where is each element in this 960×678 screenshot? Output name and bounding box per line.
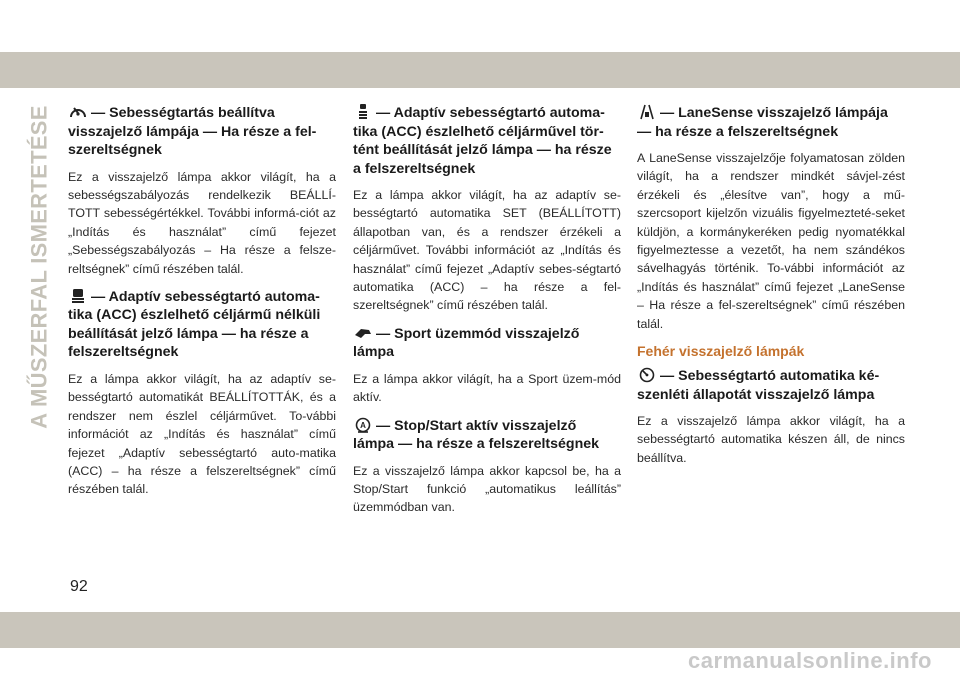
section-text: A LaneSense visszajelzője folyamatosan zölden világít, ha a rendszer mindkét sávjel-zést érzékeli és „élesítve van”, hogy a mű-szercsoport kijelzőn vizuális figyelmezteté-seket küldjön, a kormánykeréken pedig nyomatékkal figyelmeztesse a vezetőt, ha nem szándékos sávelhagyás történik. To-vábbi információt az „Indítás és használat” című fejezet „LaneSense – Ha része a fel-szereltségnek” című részében talál. (637, 151, 905, 331)
acc-target-icon (353, 104, 373, 120)
section-text: Ez a visszajelző lámpa akkor világít, ha a sebességszabályozás rendelkezik BEÁLLÍ-TOTT sebességértékkel. További informá-ciót az „Indítás és használat” című fejezet „Sebességszabályozás – Ha része a felsze-reltségnek” című részében talál. (68, 169, 336, 276)
white-lamps-heading: Fehér visszajelző lámpák (637, 343, 805, 360)
acc-no-target-icon (68, 288, 88, 304)
section-heading: — LaneSense visszajelző lámpája — ha része a felszereltségnek (637, 105, 888, 140)
header-area (0, 0, 960, 90)
section-text: Ez a lámpa akkor világít, ha az adaptív se-bességtartó automatika SET (BEÁLLÍTOTT) állapotban van, és a rendszer érzékeli a céljárművet. További információt az „Indítás és használat” című fejezet „Adaptív sebes-ségtartó automatika (ACC) – ha része a fel-szereltségnek” című részében talál. (353, 188, 621, 313)
svg-text:A: A (360, 420, 366, 430)
cruise-ready-icon (637, 367, 657, 383)
section-text: Ez a lámpa akkor világít, ha az adaptív se-bességtartó automatikát BEÁLLÍTOTTÁK, és a rendszer nem észlel céljárművet. To-vábbi információt az „Indítás és használat” című fejezet „Adaptív sebességtartó auto-matika (ACC) – ha része a felszereltségnek” című részében talál. (68, 371, 336, 497)
section-heading: — Adaptív sebességtartó automa-tika (ACC) észlelhető céljármű nélküli beállítását jelző lámpa — ha része a felszereltségnek (68, 288, 321, 361)
page-number: 92 (70, 578, 88, 595)
column-1 (68, 104, 336, 509)
sport-mode-icon (353, 325, 373, 341)
column-2 (353, 104, 621, 527)
footer-band (0, 612, 960, 648)
stop-start-icon (353, 417, 373, 433)
section-heading: — Sebességtartás beállítva visszajelző lámpája — Ha része a fel-szereltségnek (68, 105, 317, 158)
section-heading: A — Stop/Start aktív visszajelző lámpa — ha része a felszereltségnek (353, 417, 600, 453)
section-heading: — Adaptív sebességtartó automa-tika (ACC) észlelhető céljárművel tör-tént beállítását jelző lámpa — ha része a felszereltségnek (353, 105, 612, 177)
section-heading: — Sebességtartó automatika ké-szenléti állapotát visszajelző lámpa (637, 368, 880, 403)
lanesense-icon (637, 104, 657, 120)
side-chapter-label: A MŰSZERFAL ISMERTETÉSE (27, 105, 53, 429)
speed-limiter-icon (68, 104, 88, 120)
column-3 (637, 104, 905, 477)
header-band (0, 52, 960, 88)
section-heading: — Sport üzemmód visszajelző lámpa (353, 325, 580, 361)
section-text: Ez a visszajelző lámpa akkor világít, ha a sebességtartó automatika készen áll, de nincs beállítva. (637, 414, 905, 465)
side-chapter-tab (26, 97, 54, 437)
watermark: carmanualsonline.info (688, 648, 932, 673)
section-text: Ez a visszajelző lámpa akkor kapcsol be, ha a Stop/Start funkció „automatikus leállítás” üzemmódban van. (353, 463, 621, 515)
section-text: Ez a lámpa akkor világít, ha a Sport üzem-mód aktív. (353, 371, 621, 405)
